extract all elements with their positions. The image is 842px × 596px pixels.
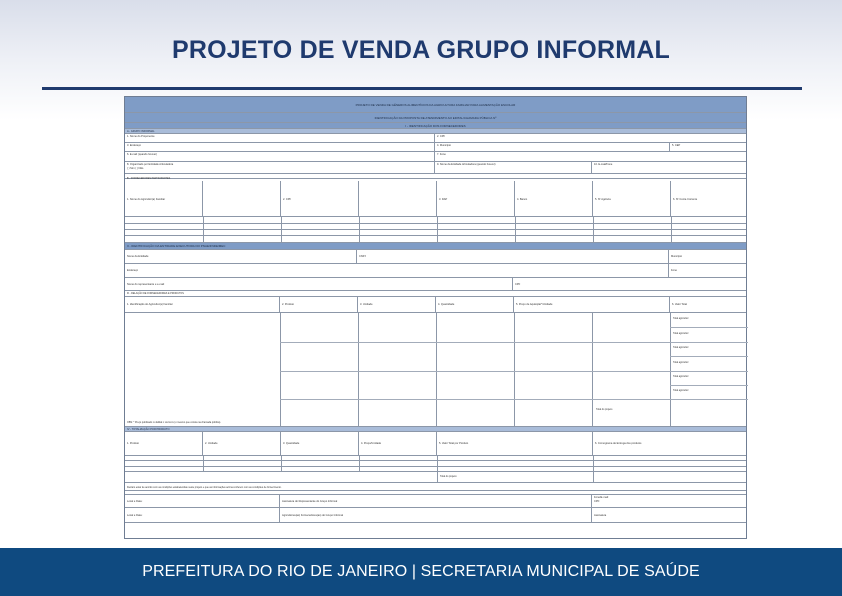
municipality-field[interactable]: 4. Município [435,143,670,151]
title-divider [42,87,802,90]
section-d-header: IV - TOTALIZAÇÃO POR PRODUTO [125,427,746,432]
proponent-name-field[interactable]: 1. Nome do Proponente [125,134,435,142]
footer-text: PREFEITURA DO RIO DE JANEIRO | SECRETARIA MUNICIPAL DE SAÚDE [142,563,700,580]
farmers-signature-field[interactable]: Assinatura [594,514,607,517]
entity-municipality-field[interactable]: Município [671,255,683,258]
representative-signature-field[interactable]: Assinatura do Representante do Grupo Informal [280,495,592,507]
footer-bar [0,548,842,596]
row-email [125,152,746,162]
entity-executor-name-field[interactable]: Nome da Entidade [125,250,357,263]
totals-header-row [125,432,746,456]
price-note: OBS: * Preço publicado no Edital n xxx/xxxx (o mesmo que consta na chamada pública). [125,420,746,427]
participant-row[interactable] [125,236,746,243]
organized-by-options: ( ) Sim ( ) Não [127,167,144,170]
address-field[interactable]: 3. Endereço [125,143,435,151]
totals-product-col: 1. Produto [125,432,203,455]
total-farmer-label: Total agricultor [673,389,689,392]
totals-price-col: 4. Preço/Unidade [359,432,437,455]
total-farmer-label: Total agricultor [673,346,689,349]
total-farmer-label: Total agricultor [673,375,689,378]
col-blank-2 [359,181,437,216]
unit-col: 3. Unidade [358,297,436,312]
cpf-field[interactable]: 2. CPF [437,135,446,138]
products-header-row [125,297,746,313]
email-field[interactable]: 6. E-mail (quando houver) [125,152,435,161]
entity-name-field[interactable]: 9. Nome da Entidade Articuladora (quando houver) [435,162,592,173]
farmer-id-col: 1. Identificação do Agricultor(a) Familiar [125,297,280,312]
signature-row-2 [125,508,746,523]
form-header-band: PROJETO DE VENDA DE GÊNEROS ALIMENTÍCIOS DA AGRICULTURA FAMILIAR PARA ALIMENTAÇÃO ESCOLAR [125,97,746,113]
entity-contact-field[interactable]: 10. E-mail/Fone [594,163,613,166]
entity-address-field[interactable]: Endereço [125,264,669,277]
totals-quantity-col: 3. Quantidade [281,432,359,455]
dap-col: 3. DAP [437,181,515,216]
representative-contact-field[interactable] [592,495,748,507]
participants-header-row [125,181,746,217]
farmers-field[interactable]: Agricultores(as) Fornecedores(as) do Grupo Informal [280,508,592,522]
representative-cpf-field[interactable]: CPF [515,283,521,286]
contact-label: Fone/E-mail: [594,496,609,499]
signature-row-1 [125,494,746,508]
row-entity-address [125,264,746,278]
unit-price-col: 5. Preço de Aquisição*/Unidade [514,297,670,312]
declaration-text: Declaro estar de acordo com as condições estabelecidas neste projeto e que as informações acima conferem com as condições de fornecimento. [125,482,746,491]
totals-summary-row [125,472,746,482]
project-total-label: Total do projeto [596,408,613,411]
organized-by-field[interactable] [125,162,435,173]
farmer-name-col: 1. Nome do Agricultor(a) Familiar [125,181,203,216]
total-value-col: 6. Valor Total [672,303,687,306]
participant-row[interactable] [125,217,746,224]
row-address [125,143,746,152]
product-col: 2. Produto [280,297,358,312]
entity-phone-field[interactable]: Fone [671,269,677,272]
bank-col: 4. Banco [515,181,593,216]
totals-project-label: Total do projeto: [440,475,458,478]
row-entity [125,162,746,174]
cpf-col: 2. CPF [281,181,359,216]
delivery-schedule-col: 6. Cronograma de Entrega dos produtos [595,442,642,445]
totals-unit-col: 2. Unidade [203,432,281,455]
row-representative [125,278,746,291]
sales-project-form [124,96,747,539]
executing-entity-band: II - IDENTIFICAÇÃO DA ENTIDADE EXECUTORA DO PNAE/FNDE/MEC [125,243,746,250]
account-col: 6. Nº Conta Corrente [673,198,698,201]
place-date-field[interactable]: Local e Data: [125,495,280,507]
section-b-header: B - FORNECEDORES PARTICIPANTES [127,177,171,180]
slide-title: PROJETO DE VENDA GRUPO INFORMAL [172,36,670,64]
total-farmer-label: Total agricultor [673,317,689,320]
cep-field[interactable]: 5. CEP [672,144,681,147]
col-blank-1 [203,181,281,216]
proposal-band: IDENTIFICAÇÃO DA PROPOSTA DE ATENDIMENTO AO EDITAL/CHAMADA PÚBLICA Nº [125,113,746,123]
phone-field[interactable]: 7. Fone [437,153,446,156]
contact-cpf-label: CPF: [594,500,600,503]
organized-by-label: 8. Organizado por Entidade Articuladora [127,163,174,166]
place-date-field-2[interactable]: Local e Data: [125,508,280,522]
entity-cnpj-field[interactable]: CNPJ [357,250,669,263]
section-a-header: A - GRUPO INFORMAL [125,129,746,134]
total-farmer-label: Total agricultor [673,332,689,335]
totals-value-col: 5. Valor Total por Produto [437,432,593,455]
agency-col: 5. Nº Agência [593,181,671,216]
quantity-col: 4. Quantidade [436,297,514,312]
row-proponent [125,134,746,143]
row-entity-name [125,250,746,264]
representative-field[interactable]: Nome do representante e e-mail [125,278,513,290]
suppliers-band: I - IDENTIFICAÇÃO DOS FORNECEDORES [125,123,746,129]
total-farmer-label: Total agricultor [673,361,689,364]
section-c-header: III - RELAÇÃO DE FORNECEDORES E PRODUTOS [125,291,746,297]
